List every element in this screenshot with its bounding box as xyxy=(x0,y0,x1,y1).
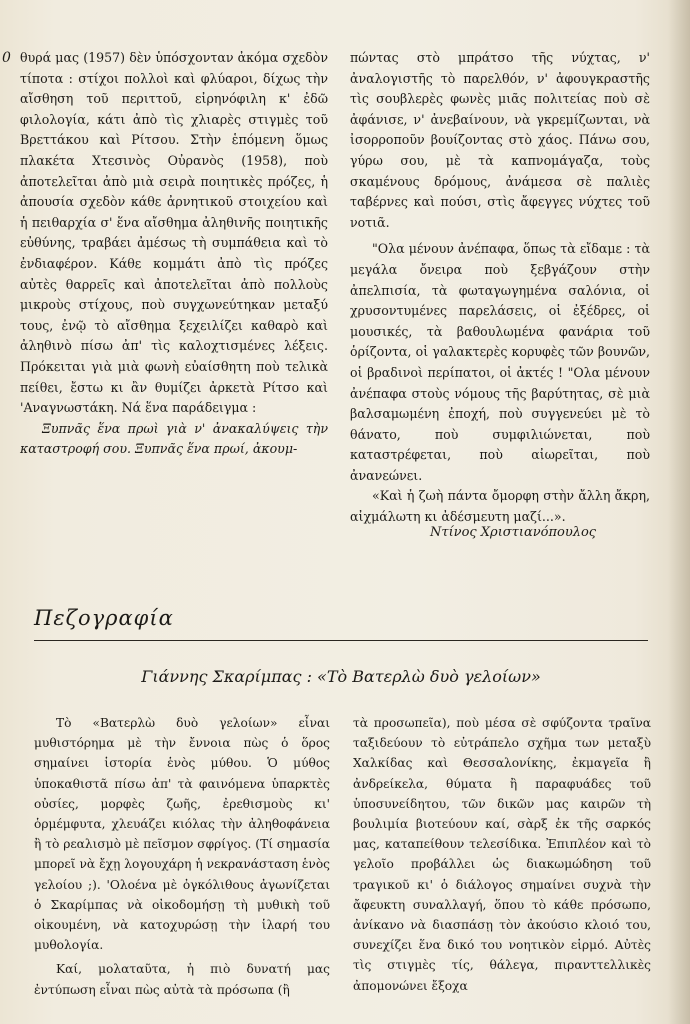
column-top-left xyxy=(20,48,328,460)
quoted-paragraph: πώντας στὸ μπράτσο τῆς νύχτας, ν' ἀναλογιστῆς τὸ παρελθόν, ν' ἀφουγκραστῆς τὶς σουβλερὲς φωνὲς μιᾶς πολιτείας ποὺ σὲ ἀφάνισε, ν' ἀνεβαίνουν, νὰ γκρεμίζωνται, νὰ ἰσορροποῦν βουίζοντας στὸ χάος. Πάνω σου, γύρω σου, μὲ τὰ καπνομάγαζα, τοὺς σκαμένους δρόμους, ἀνάμεσα σὲ παλιὲς ταβέρνες καὶ πούσι, στὶς ἄφεγγες νύχτες τοῦ νοτιᾶ. xyxy=(350,50,650,230)
column-top-right xyxy=(350,48,650,528)
paragraph: Τὸ «Βατερλὼ δυὸ γελοίων» εἶναι μυθιστόρημα μὲ τὴν ἔννοια πὼς ὁ ὅρος σημαίνει ἱστορία ἑνὸς μύθου. Ὁ μύθος ὑποκαθιστᾶ πίσω ἀπ' τὰ φαινόμενα ὑπαρκτὲς οὐσίες, μορφὲς ζωῆς, ἐρεθισμοὺς κι' ὁρμέμφυτα, χλευάζει κιόλας τὴν ἀληθοφάνεια ἢ τὸ ρεαλισμὸ μὲ πεῖσμον σφρίγος. (Τί σημασία μπορεῖ νὰ ἔχῃ λογουχάρη ἡ νεκρανάσταση ἑνὸς γελοίου ;). 'Ολοένα μὲ ὀγκόλιθους ἀγωνίζεται ὁ Σκαρίμπας νὰ οἰκοδομήσῃ τὴ μυθικὴ τοῦ οἰκουμένη, νὰ κατοχυρώσῃ τὴν ἱλαρή του μυθολογία. xyxy=(34,716,330,953)
section-title: Πεζογραφία xyxy=(34,606,174,630)
quoted-paragraph: Ξυπνᾶς ἕνα πρωὶ γιὰ ν' ἀνακαλύψεις τὴν καταστροφή σου. Ξυπνᾶς ἕνα πρωί, ἀκουμ- xyxy=(20,420,328,457)
column-bottom-left xyxy=(34,713,330,1000)
quoted-paragraph: «Καὶ ἡ ζωὴ πάντα ὄμορφη στὴν ἄλλη ἄκρη, αἰχμάλωτη κι ἀδέσμευτη μαζί...». xyxy=(350,488,650,525)
paragraph: τὰ προσωπεῖα), ποὺ μέσα σὲ σφύζοντα τραῖνα ταξιδεύουν τὸ εὐτράπελο σχῆμα των μεταξὺ Χαλκίδας καὶ Θεσσαλονίκης, ἐκμαγεῖα ἢ ἀνδρείκελα, θύματα ἢ παραφυάδες τοῦ ὑποσυνείδητου, τῶν δικῶν μας καιρῶν τὴ βουλιμία βιοτεύουν καί, σὰρξ ἐκ τῆς σαρκός μας, καταπείθουν τελεσίδικα. Ἐπιπλέον καὶ τὸ γελοῖο προβάλλει ὡς διακωμώδηση τοῦ τραγικοῦ κι' ὁ διάλογος σημαίνει συχνὰ τὴν ἄφευκτη συναλλαγή, ὅπου τὸ κάθε πρόσωπο, ἀνίκανο νὰ διασπάσῃ τὸν ἀκούσιο κλοιό του, συνεχίζει ἕνα δικό του νοητικὸν εἱρμό. Αὐτὲς τὶς στιγμὲς τίς, θάλεγα, πιρανττελλικὲς ἀπομονώνει ἔξοχα xyxy=(353,716,651,993)
author-signature: Ντίνος Χριστιανόπουλος xyxy=(430,525,597,540)
page-number: 0 xyxy=(2,50,11,66)
paragraph: θυρά μας (1957) δὲν ὑπόσχονταν ἀκόμα σχεδὸν τίποτα : στίχοι πολλοὶ καὶ φλύαροι, δίχως τὴν αἴσθηση τοῦ περιττοῦ, εἰρηνόφιλη κ' ἐδῶ φιλολογία, κάτι ἀπὸ τὶς χλιαρὲς στιγμὲς τοῦ Βρεττάκου καὶ Ρίτσου. Στὴν ἑπόμενη ὅμως πλακέτα Χτεσινὸς Οὐρανὸς (1958), ποὺ ἀποτελεῖται ἀπὸ μιὰ σειρὰ ποιητικὲς πρόζες, ἡ ἀπουσία σχεδὸν κάθε ἀρνητικοῦ στοιχείου καὶ ἡ πειθαρχία σ' ἕνα αἴσθημα ἀληθινῆς ποιητικῆς εὐθύνης, τραβάει ἀμέσως τὴ συμπάθεια καὶ τὸ ἐνδιαφέρον. Κάθε κομμάτι ἀπὸ τὶς πρόζες αὐτὲς θαρρεῖς καὶ ἀποτελεῖται ἀπὸ πολλοὺς μικροὺς στίχους, ποὺ συγχωνεύτηκαν μεταξύ τους, ἐνῷ τὸ αἴσθημα ξεχειλίζει καθαρὸ καὶ ἀληθινὸ πίσω ἀπ' τὶς καλοχτισμένες λέξεις. Πρόκειται γιὰ μιὰ φωνὴ εὐαίσθητη ποὺ τελικὰ πείθει, ἔστω κι ἂν θυμίζει ἀρκετὰ Ρίτσο καὶ 'Αναγνωστάκη. Νά ἕνα παράδειγμα : xyxy=(20,50,328,416)
paragraph: Καί, μολαταῦτα, ἡ πιὸ δυνατή μας ἐντύπωση εἶναι πὼς αὐτὰ τὰ πρόσωπα (ἢ xyxy=(34,962,330,997)
quoted-paragraph: "Ολα μένουν ἀνέπαφα, ὅπως τὰ εἴδαμε : τὰ μεγάλα ὄνειρα ποὺ ξεβγάζουν στὴν ἀπελπισία, τὰ φωταγωγημένα σαλόνια, οἱ χρυσοντυμένες παρελάσεις, οἱ ἐξέδρες, οἱ μουσικές, τὰ βαθουλωμένα φανάρια τοῦ ὁρίζοντα, οἱ γαλακτερὲς κορυφὲς τῶν βουνῶν, οἱ βραδινοὶ περίπατοι, οἱ ἀκτές ! "Ολα μένουν ἀνέπαφα στοὺς νόμους τῆς βαρύτητας, σὲ μιὰ βαλσαμωμένη ἐποχή, ποὺ συγγενεύει μὲ τὸ θάνατο, ποὺ συμφιλιώνεται, ποὺ καταστρέφεται, ποὺ αἰωρεῖται, ποὺ ἀνανεώνει. xyxy=(350,241,650,483)
section-rule xyxy=(34,640,648,641)
review-title: Γιάννης Σκαρίμπας : «Τὸ Βατερλὼ δυὸ γελοίων» xyxy=(141,667,541,686)
page-edge-shadow xyxy=(668,0,690,1024)
column-bottom-right xyxy=(353,713,651,996)
